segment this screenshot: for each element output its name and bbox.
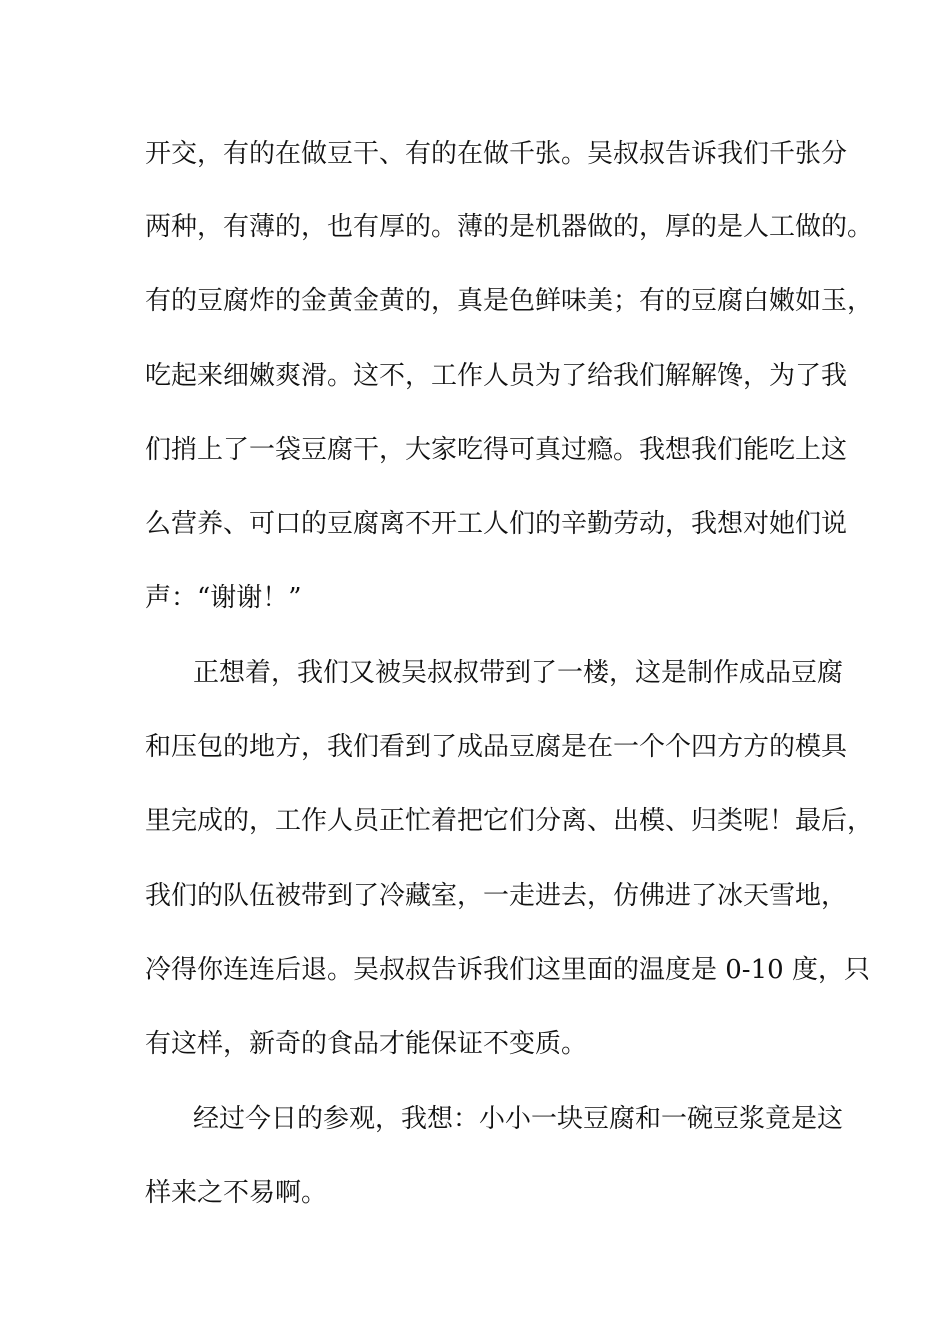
paragraph-start-line: 经过今日的参观，我想：小小一块豆腐和一碗豆浆竟是这 [193,1104,844,1134]
text-line: 和压包的地方，我们看到了成品豆腐是在一个个四方方的模具 [145,732,848,762]
text-line: 们捎上了一袋豆腐干，大家吃得可真过瘾。我想我们能吃上这 [145,435,848,465]
text-line: 有的豆腐炸的金黄金黄的，真是色鲜味美；有的豆腐白嫩如玉， [145,286,874,316]
text-line: 冷得你连连后退。吴叔叔告诉我们这里面的温度是 0-10 度，只 [145,955,870,985]
text-line: 我们的队伍被带到了冷藏室，一走进去，仿佛进了冰天雪地， [145,881,848,911]
text-line: 里完成的，工作人员正忙着把它们分离、出模、归类呢！最后， [145,806,874,836]
text-line: 吃起来细嫩爽滑。这不，工作人员为了给我们解解馋，为了我 [145,361,848,391]
text-line: 样来之不易啊。 [145,1178,328,1208]
text-line: 么营养、可口的豆腐离不开工人们的辛勤劳动，我想对她们说 [145,509,848,539]
paragraph-start-line: 正想着，我们又被吴叔叔带到了一楼，这是制作成品豆腐 [193,658,844,688]
text-line: 开交，有的在做豆干、有的在做千张。吴叔叔告诉我们千张分 [145,139,848,169]
text-line: 声：“谢谢！” [145,583,302,613]
text-line: 有这样，新奇的食品才能保证不变质。 [145,1029,588,1059]
text-line: 两种，有薄的，也有厚的。薄的是机器做的，厚的是人工做的。 [145,212,874,242]
